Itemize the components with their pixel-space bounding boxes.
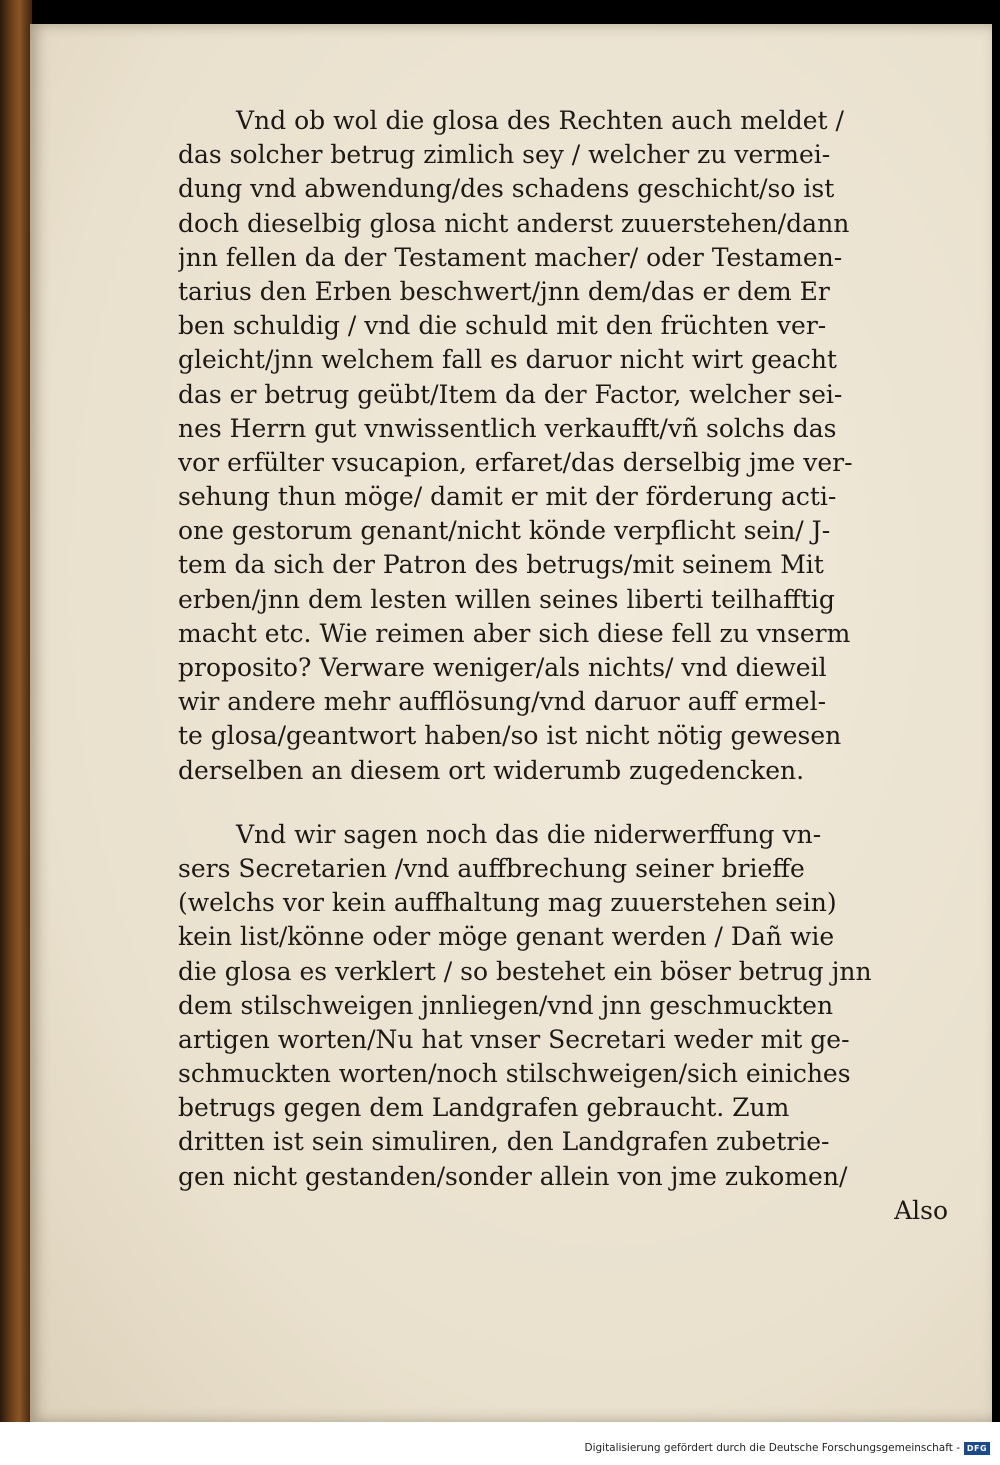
text-line: betrugs gegen dem Landgrafen gebraucht. Zum xyxy=(178,1093,790,1123)
text-line: sehung thun möge/ damit er mit der förderung acti- xyxy=(178,482,837,512)
text-line: doch dieselbig glosa nicht anderst zuuerstehen/dann xyxy=(178,208,850,238)
dfg-logo-icon: DFG xyxy=(964,1442,990,1455)
text-line: macht etc. Wie reimen aber sich diese fell zu vnserm xyxy=(178,618,851,648)
text-line: dritten ist sein simuliren, den Landgrafen zubetrie- xyxy=(178,1127,830,1157)
footer-credit: Digitalisierung gefördert durch die Deutsche Forschungsgemeinschaft - xyxy=(584,1442,960,1454)
text-line: one gestorum genant/nicht könde verpflicht sein/ J- xyxy=(178,516,831,546)
text-line: Vnd ob wol die glosa des Rechten auch meldet / xyxy=(236,106,844,135)
text-line: das solcher betrug zimlich sey / welcher zu vermei- xyxy=(178,140,831,170)
text-line: Vnd wir sagen noch das die niderwerffung vn- xyxy=(236,819,822,849)
digitization-footer xyxy=(0,1422,1000,1465)
text-line: die glosa es verklert / so bestehet ein böser betrug jnn xyxy=(178,956,872,986)
text-line: tem da sich der Patron des betrugs/mit seinem Mit xyxy=(178,550,824,580)
text-line: te glosa/geantwort haben/so ist nicht nötig gewesen xyxy=(178,721,842,751)
paragraph-1 xyxy=(178,104,948,788)
catchword: Also xyxy=(894,1195,948,1225)
text-line: proposito? Verware weniger/als nichts/ vnd dieweil xyxy=(178,653,827,682)
text-line: jnn fellen da der Testament macher/ oder Testamen- xyxy=(178,242,843,272)
text-line: dung vnd abwendung/des schadens geschicht/so ist xyxy=(178,174,835,204)
text-line: das er betrug geübt/Item da der Factor, welcher sei- xyxy=(178,379,843,409)
paragraph-2 xyxy=(178,818,948,1194)
text-line: (welchs vor kein auffhaltung mag zuuerstehen sein) xyxy=(178,888,837,918)
text-line: ben schuldig / vnd die schuld mit den früchten ver- xyxy=(178,311,827,341)
text-line: dem stilschweigen jnnliegen/vnd jnn geschmuckten xyxy=(178,990,834,1020)
text-line: tarius den Erben beschwert/jnn dem/das er dem Er xyxy=(178,276,830,306)
page-text xyxy=(178,104,948,1228)
text-line: vor erfülter vsucapion, erfaret/das derselbig jme ver- xyxy=(178,447,853,477)
text-line: wir andere mehr aufflösung/vnd daruor auff ermel- xyxy=(178,687,827,717)
book-page xyxy=(30,24,992,1422)
text-line: gen nicht gestanden/sonder allein von jme zukomen/ xyxy=(178,1161,848,1191)
text-line: kein list/könne oder möge genant werden / Dañ wie xyxy=(178,922,835,952)
text-line: erben/jnn dem lesten willen seines liberti teilhafftig xyxy=(178,584,835,614)
paragraph-gap xyxy=(178,788,948,818)
text-line: sers Secretarien /vnd auffbrechung seiner brieffe xyxy=(178,853,805,883)
book-binding-edge xyxy=(0,0,32,1440)
text-line: gleicht/jnn welchem fall es daruor nicht wirt geacht xyxy=(178,345,837,375)
text-line: derselben an diesem ort widerumb zugedencken. xyxy=(178,755,805,785)
text-line: schmuckten worten/noch stilschweigen/sich einiches xyxy=(178,1059,851,1089)
text-line: nes Herrn gut vnwissentlich verkaufft/vñ solchs das xyxy=(178,413,837,443)
text-line: artigen worten/Nu hat vnser Secretari weder mit ge- xyxy=(178,1024,850,1054)
